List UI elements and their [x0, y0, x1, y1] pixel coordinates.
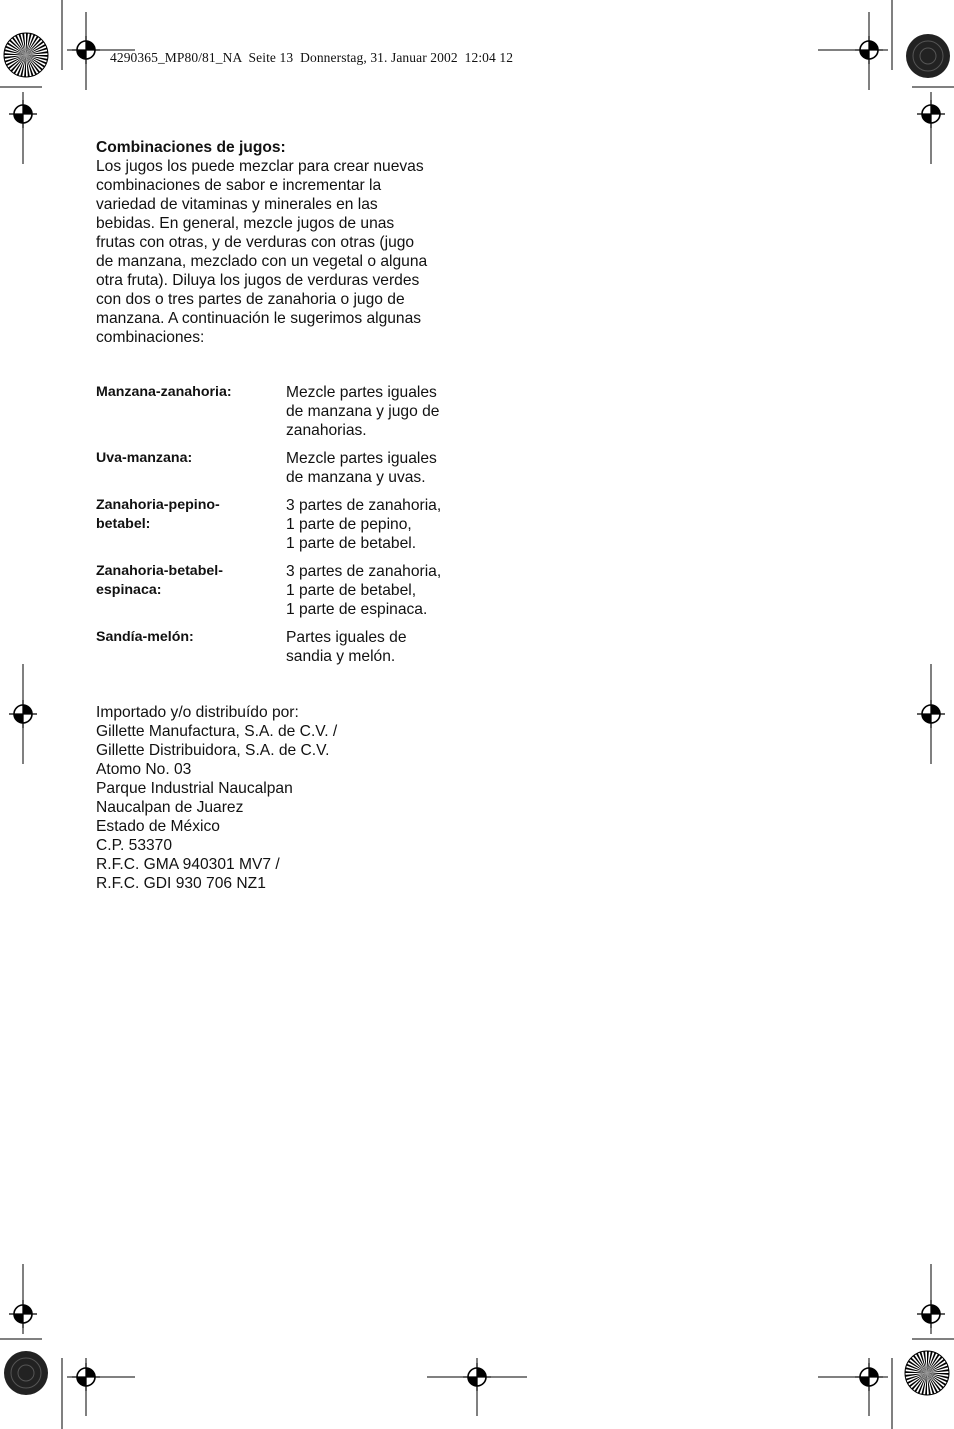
combination-row: [96, 383, 476, 440]
combination-row: [96, 562, 476, 619]
combination-description: Mezcle partes iguales de manzana y uvas.: [286, 450, 437, 486]
combination-name: Zanahoria-pepino- betabel:: [96, 497, 220, 532]
combination-list: [96, 383, 476, 666]
registration-target-icon: [855, 1363, 883, 1391]
importer-address: [96, 703, 476, 893]
registration-target-icon: [463, 1363, 491, 1391]
intro-line: otra fruta). Diluya los jugos de verduras verdes: [96, 272, 420, 289]
combination-description: 3 partes de zanahoria, 1 parte de betabel, 1 parte de espinaca.: [286, 563, 442, 618]
section-heading: Combinaciones de jugos:: [96, 139, 286, 156]
registration-target-icon: [917, 1300, 945, 1328]
combination-row: [96, 628, 476, 666]
combination-name: Manzana-zanahoria:: [96, 384, 232, 400]
intro-line: manzana. A continuación le sugerimos algunas: [96, 310, 422, 327]
intro-line: variedad de vitaminas y minerales en las: [96, 196, 378, 213]
intro-line: con dos o tres partes de zanahoria o jugo de: [96, 291, 405, 308]
address-line: Parque Industrial Naucalpan: [96, 780, 293, 797]
intro-line: combinaciones de sabor e incrementar la: [96, 177, 382, 194]
intro-line: Los jugos los puede mezclar para crear nuevas: [96, 158, 424, 175]
intro-line: bebidas. En general, mezcle jugos de unas: [96, 215, 395, 232]
address-line: Estado de México: [96, 818, 220, 835]
combination-description: Partes iguales de sandia y melón.: [286, 629, 407, 665]
address-line: Gillette Distribuidora, S.A. de C.V.: [96, 742, 330, 759]
address-line: Importado y/o distribuído por:: [96, 704, 299, 721]
registration-target-icon: [72, 36, 100, 64]
starburst-target-icon: [905, 1351, 949, 1395]
combination-name: Uva-manzana:: [96, 450, 193, 466]
combination-description: 3 partes de zanahoria, 1 parte de pepino, 1 parte de betabel.: [286, 497, 442, 552]
combination-description: Mezcle partes iguales de manzana y jugo de zanahorias.: [286, 384, 440, 439]
density-target-icon: [4, 1351, 48, 1395]
registration-target-icon: [9, 1300, 37, 1328]
combination-row: [96, 496, 476, 553]
combination-name: Zanahoria-betabel- espinaca:: [96, 563, 223, 598]
combination-name: Sandía-melón:: [96, 629, 194, 645]
combination-row: [96, 449, 476, 487]
intro-line: de manzana, mezclado con un vegetal o alguna: [96, 253, 428, 270]
intro-line: combinaciones:: [96, 329, 205, 346]
address-line: Atomo No. 03: [96, 761, 192, 778]
registration-target-icon: [917, 100, 945, 128]
registration-target-icon: [72, 1363, 100, 1391]
registration-target-icon: [917, 700, 945, 728]
starburst-target-icon: [4, 33, 48, 77]
document-body: [96, 138, 476, 893]
address-line: R.F.C. GMA 940301 MV7 /: [96, 856, 280, 873]
density-target-icon: [906, 34, 950, 78]
address-line: Gillette Manufactura, S.A. de C.V. /: [96, 723, 338, 740]
address-line: R.F.C. GDI 930 706 NZ1: [96, 875, 266, 892]
intro-paragraph: [96, 157, 476, 347]
registration-target-icon: [855, 36, 883, 64]
address-line: C.P. 53370: [96, 837, 173, 854]
registration-target-icon: [9, 100, 37, 128]
intro-line: frutas con otras, y de verduras con otras (jugo: [96, 234, 415, 251]
print-slug-line: 4290365_MP80/81_NA Seite 13 Donnerstag, 31. Januar 2002 12:04 12: [110, 50, 514, 65]
registration-target-icon: [9, 700, 37, 728]
address-line: Naucalpan de Juarez: [96, 799, 244, 816]
